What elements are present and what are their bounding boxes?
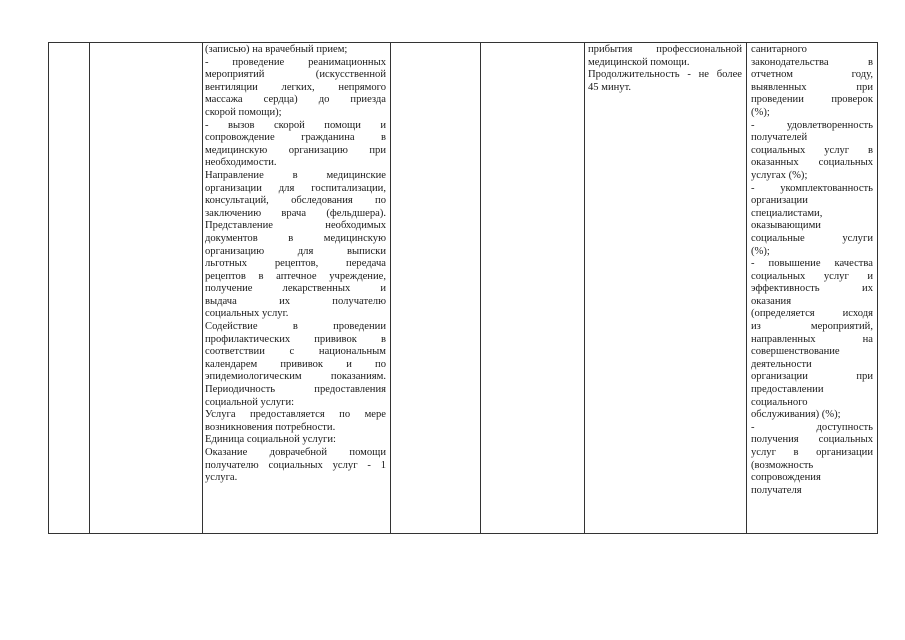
text-line: услугах (%); [751, 169, 808, 181]
text-line: (записью) на врачебный прием; [205, 44, 348, 55]
text-line: медицинскую организацию при [205, 144, 386, 156]
text-line: - проведение реанимационных [205, 56, 386, 68]
text-line: Направление в медицинские [205, 169, 386, 181]
text-line: консультаций, обследования по [205, 195, 386, 207]
text-line: оказывающими [751, 220, 821, 232]
text-line: деятельности [751, 358, 812, 370]
text-line: организацию для выписки [205, 245, 386, 257]
text-line: Единица социальной услуги: [205, 434, 336, 446]
text-line: - повышение качества [751, 258, 873, 270]
text-line: Продолжительность - не более [588, 69, 742, 81]
text-line: выявленных при [751, 81, 873, 93]
text-line: массажа сердца) до приезда [205, 94, 386, 106]
text-line: (%); [751, 245, 770, 257]
text-line: обслуживания) (%); [751, 409, 841, 421]
text-line: необходимости. [205, 157, 277, 169]
text-line: сопровождения [751, 472, 821, 484]
cell-quality-indicators [751, 44, 873, 497]
text-line: скорой помощи); [205, 106, 282, 118]
text-line: оказания [751, 295, 792, 307]
cell-service-description [205, 44, 386, 485]
text-line: социального [751, 396, 808, 408]
text-line: из мероприятий, [751, 321, 873, 333]
text-line: - удовлетворенность [751, 119, 873, 131]
cell-conditions [588, 44, 742, 94]
text-line: Содействие в проведении [205, 321, 386, 333]
text-line: социальной услуги: [205, 396, 295, 408]
text-line: мероприятий (искусственной [205, 69, 386, 81]
column-divider-2 [202, 42, 203, 534]
text-line: (определяется исходя [751, 308, 873, 320]
text-line: заключению врача (фельдшера). [205, 207, 386, 219]
text-line: санитарного [751, 44, 807, 55]
text-line: прибытия профессиональной [588, 44, 742, 55]
text-line: Представление необходимых [205, 220, 386, 232]
service-description-text [205, 44, 386, 485]
text-line: - вызов скорой помощи и [205, 119, 386, 131]
text-line: возникновения потребности. [205, 421, 336, 433]
quality-indicators-text [751, 44, 873, 497]
text-line: специалистами, [751, 207, 823, 219]
text-line: направленных на [751, 333, 873, 345]
text-line: профилактических прививок в [205, 333, 386, 345]
table-bottom-border [48, 533, 877, 534]
text-line: эффективность их [751, 283, 873, 295]
text-line: 45 минут. [588, 81, 632, 93]
text-line: организации [751, 195, 808, 207]
text-line: социальных услуг в [751, 144, 873, 156]
text-line: Услуга предоставляется по мере [205, 409, 386, 421]
text-line: календарем прививок и по [205, 358, 386, 370]
text-line: Оказание доврачебной помощи [205, 447, 386, 458]
table-top-border [48, 42, 877, 43]
text-line: проведении проверок [751, 94, 873, 106]
column-divider-6 [746, 42, 747, 534]
text-line: Периодичность предоставления [205, 384, 386, 396]
text-line: - доступность [751, 421, 873, 433]
text-line: документов в медицинскую [205, 232, 386, 244]
text-line: предоставлении [751, 384, 824, 396]
text-line: льготных рецептов, передача [205, 258, 386, 270]
text-line: получения социальных [751, 434, 873, 446]
table-border-right [877, 42, 878, 534]
text-line: соответствии с национальным [205, 346, 386, 358]
text-line: получателю социальных услуг - 1 [205, 459, 386, 471]
text-line: совершенствование [751, 346, 840, 358]
column-divider-3 [390, 42, 391, 534]
text-line: организации при [751, 371, 873, 383]
text-line: получателя [751, 484, 802, 496]
text-line: социальных услуг. [205, 308, 289, 320]
text-line: организации для госпитализации, [205, 182, 386, 194]
text-line: рецептов в аптечное учреждение, [205, 270, 386, 282]
text-line: получателей [751, 132, 808, 144]
column-divider-1 [89, 42, 90, 534]
column-divider-5 [584, 42, 585, 534]
text-line: (%); [751, 106, 770, 118]
text-line: сопровождение гражданина в [205, 132, 386, 144]
column-divider-4 [480, 42, 481, 534]
text-line: оказанных социальных [751, 157, 873, 169]
text-line: эпидемиологическим показаниям. [205, 371, 386, 383]
text-line: законодательства в [751, 56, 873, 68]
table-border-left [48, 42, 49, 534]
text-line: социальные услуги [751, 232, 873, 244]
text-line: - укомплектованность [751, 182, 873, 194]
text-line: вентиляции легких, непрямого [205, 81, 386, 93]
text-line: (возможность [751, 459, 814, 471]
text-line: социальных услуг и [751, 270, 873, 282]
text-line: отчетном году, [751, 69, 873, 81]
text-line: получение лекарственных и [205, 283, 386, 295]
conditions-text [588, 44, 742, 94]
text-line: выдача их получателю [205, 295, 386, 307]
text-line: медицинской помощи. [588, 56, 690, 68]
text-line: услуга. [205, 472, 238, 484]
text-line: услуг в организации [751, 447, 873, 458]
